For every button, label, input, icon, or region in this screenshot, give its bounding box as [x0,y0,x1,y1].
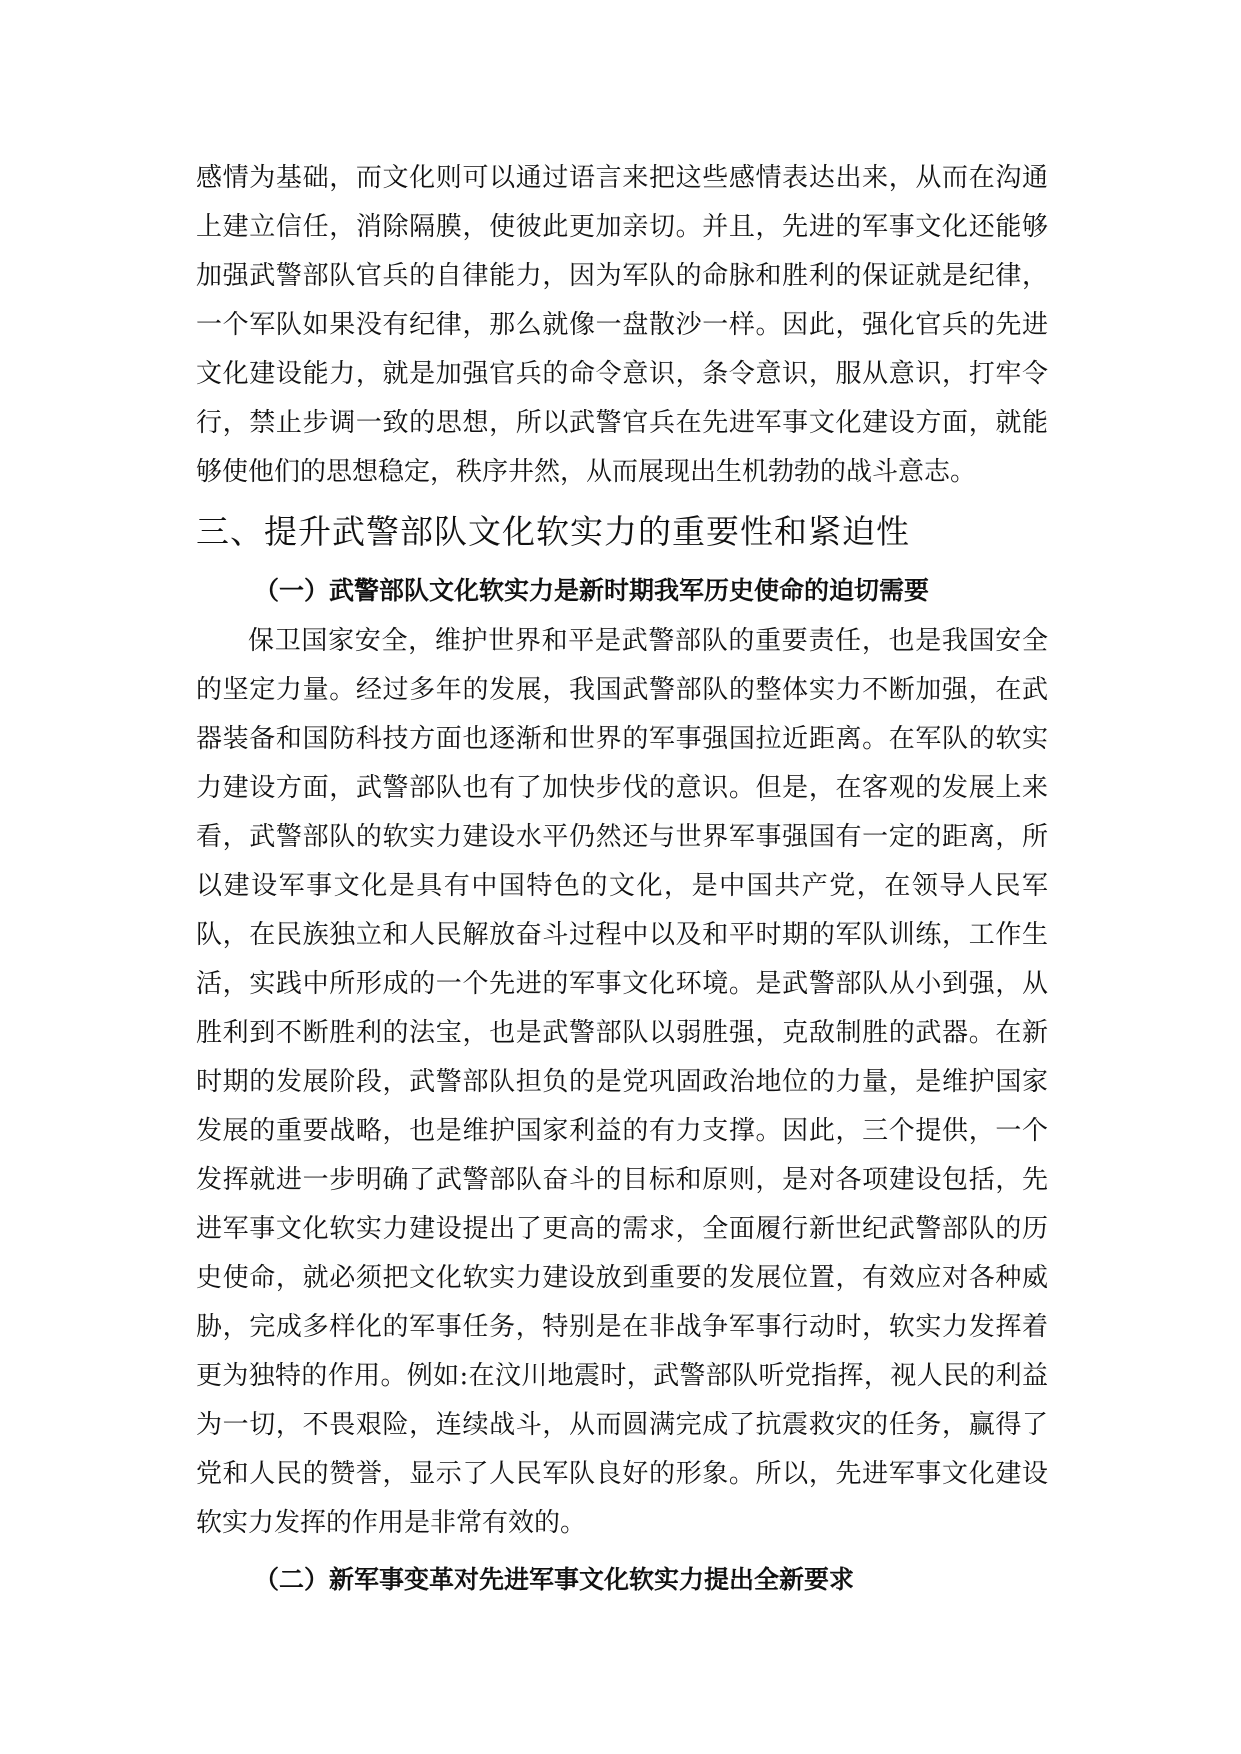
subsection-heading: （二）新军事变革对先进军事文化软实力提出全新要求 [254,1565,855,1594]
document-body [196,154,1048,1606]
section-heading: 三、提升武警部队文化软实力的重要性和紧迫性 [196,512,910,551]
subsection-heading: （一）武警部队文化软实力是新时期我军历史使命的迫切需要 [254,576,930,605]
body-paragraph: 感情为基础，而文化则可以通过语言来把这些感情表达出来，从而在沟通上建立信任，消除隔膜，使彼此更加亲切。并且，先进的军事文化还能够加强武警部队官兵的自律能力，因为军队的命脉和胜利的保证就是纪律，一个军队如果没有纪律，那么就像一盘散沙一样。因此，强化官兵的先进文化建设能力，就是加强官兵的命令意识，条令意识，服从意识，打牢令行，禁止步调一致的思想，所以武警官兵在先进军事文化建设方面，就能够使他们的思想稳定，秩序井然，从而展现出生机勃勃的战斗意志。 [196,163,1048,487]
body-paragraph: 保卫国家安全，维护世界和平是武警部队的重要责任，也是我国安全的坚定力量。经过多年的发展，我国武警部队的整体实力不断加强，在武器装备和国防科技方面也逐渐和世界的军事强国拉近距离。在军队的软实力建设方面，武警部队也有了加快步伐的意识。但是，在客观的发展上来看，武警部队的软实力建设水平仍然还与世界军事强国有一定的距离，所以建设军事文化是具有中国特色的文化，是中国共产党，在领导人民军队，在民族独立和人民解放奋斗过程中以及和平时期的军队训练，工作生活，实践中所形成的一个先进的军事文化环境。是武警部队从小到强，从胜利到不断胜利的法宝，也是武警部队以弱胜强，克敌制胜的武器。在新时期的发展阶段，武警部队担负的是党巩固政治地位的力量，是维护国家发展的重要战略，也是维护国家利益的有力支撑。因此，三个提供，一个发挥就进一步明确了武警部队奋斗的目标和原则，是对各项建设包括，先进军事文化软实力建设提出了更高的需求，全面履行新世纪武警部队的历史使命，就必须把文化软实力建设放到重要的发展位置，有效应对各种威胁，完成多样化的军事任务，特别是在非战争军事行动时，软实力发挥着更为独特的作用。例如:在汶川地震时，武警部队听党指挥，视人民的利益为一切，不畏艰险，连续战斗，从而圆满完成了抗震救灾的任务，赢得了党和人民的赞誉，显示了人民军队良好的形象。所以，先进军事文化建设软实力发挥的作用是非常有效的。 [196,626,1048,1538]
